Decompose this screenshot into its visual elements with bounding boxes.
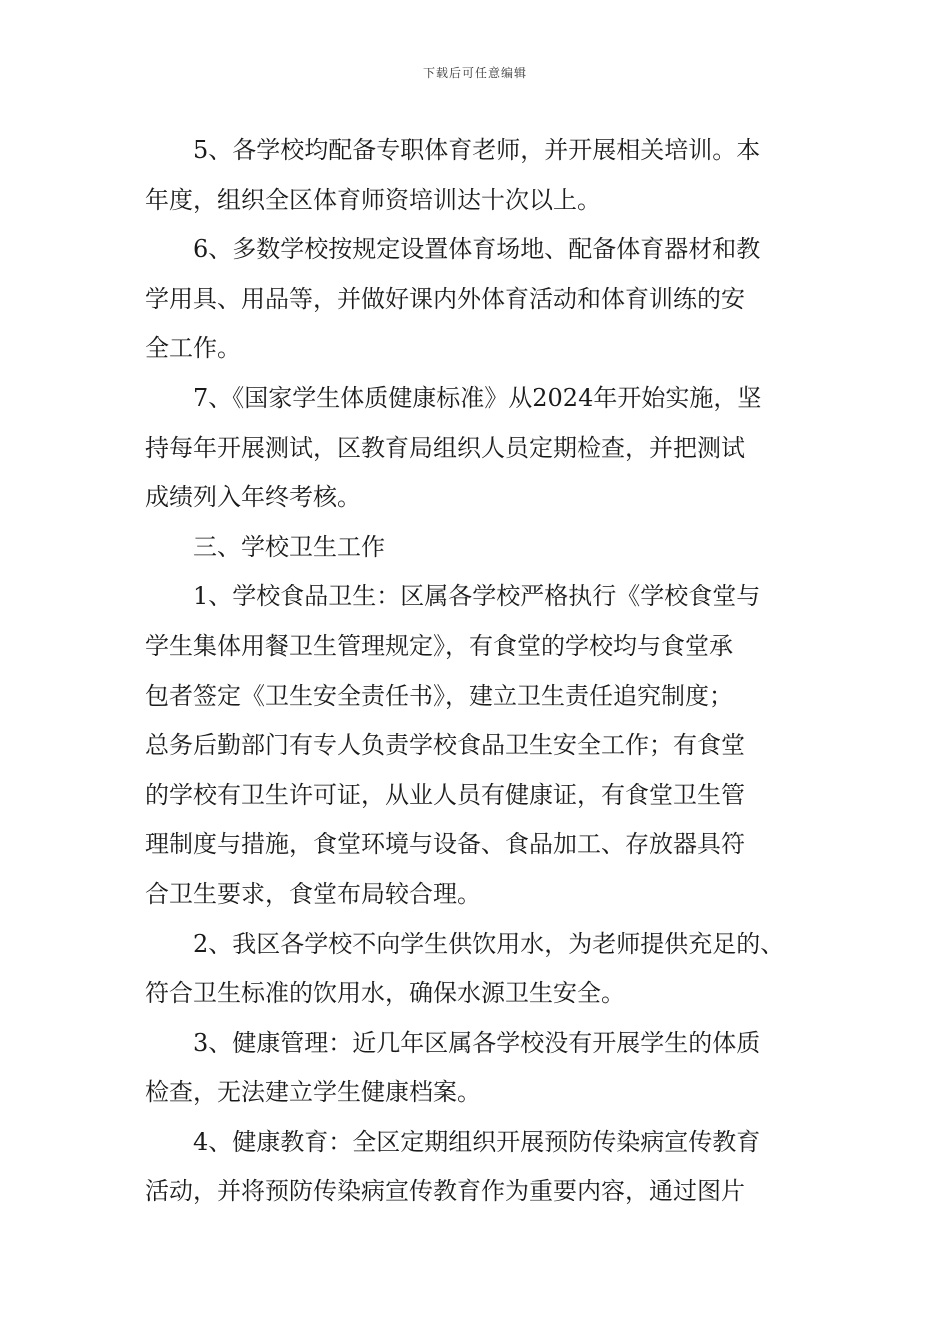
text-line: 成绩列入年终考核。 — [145, 483, 361, 512]
text-line: 5、各学校均配备专职体育老师，并开展相关培训。本 — [193, 136, 761, 164]
text-line: 检查，无法建立学生健康档案。 — [145, 1078, 481, 1107]
text-line: 合卫生要求，食堂布局较合理。 — [145, 879, 481, 908]
text-line: 学用具、用品等，并做好课内外体育活动和体育训练的安 — [145, 284, 745, 313]
page-header-note: 下载后可任意编辑 — [422, 66, 527, 80]
text-line: 持每年开展测试，区教育局组织人员定期检查，并把测试 — [145, 433, 745, 462]
text-line: 全工作。 — [145, 334, 241, 363]
text-line: 6、多数学校按规定设置体育场地、配备体育器材和教 — [193, 235, 761, 264]
text-line: 1、学校食品卫生：区属各学校严格执行《学校食堂与 — [193, 582, 761, 611]
text-line: 学生集体用餐卫生管理规定》，有食堂的学校均与食堂承 — [145, 631, 733, 660]
text-line: 活动，并将预防传染病宣传教育作为重要内容，通过图片 — [145, 1177, 745, 1206]
text-line: 3、健康管理：近几年区属各学校没有开展学生的体质 — [193, 1028, 761, 1057]
text-line: 的学校有卫生许可证，从业人员有健康证，有食堂卫生管 — [145, 780, 745, 809]
document-body — [145, 126, 810, 1217]
text-line: 总务后勤部门有专人负责学校食品卫生安全工作；有食堂 — [145, 731, 745, 760]
text-line: 4、健康教育：全区定期组织开展预防传染病宣传教育 — [193, 1127, 761, 1156]
text-line: 7、《国家学生体质健康标准》从2024年开始实施，坚 — [193, 383, 762, 412]
text-line: 符合卫生标准的饮用水，确保水源卫生安全。 — [145, 979, 625, 1008]
text-line: 包者签定《卫生安全责任书》，建立卫生责任追究制度； — [145, 681, 733, 710]
text-line: 年度，组织全区体育师资培训达十次以上。 — [145, 185, 601, 214]
text-line: 理制度与措施，食堂环境与设备、食品加工、存放器具符 — [145, 830, 745, 859]
section-heading: 三、学校卫生工作 — [193, 532, 385, 561]
text-line: 2、我区各学校不向学生供饮用水，为老师提供充足的、 — [193, 929, 785, 958]
